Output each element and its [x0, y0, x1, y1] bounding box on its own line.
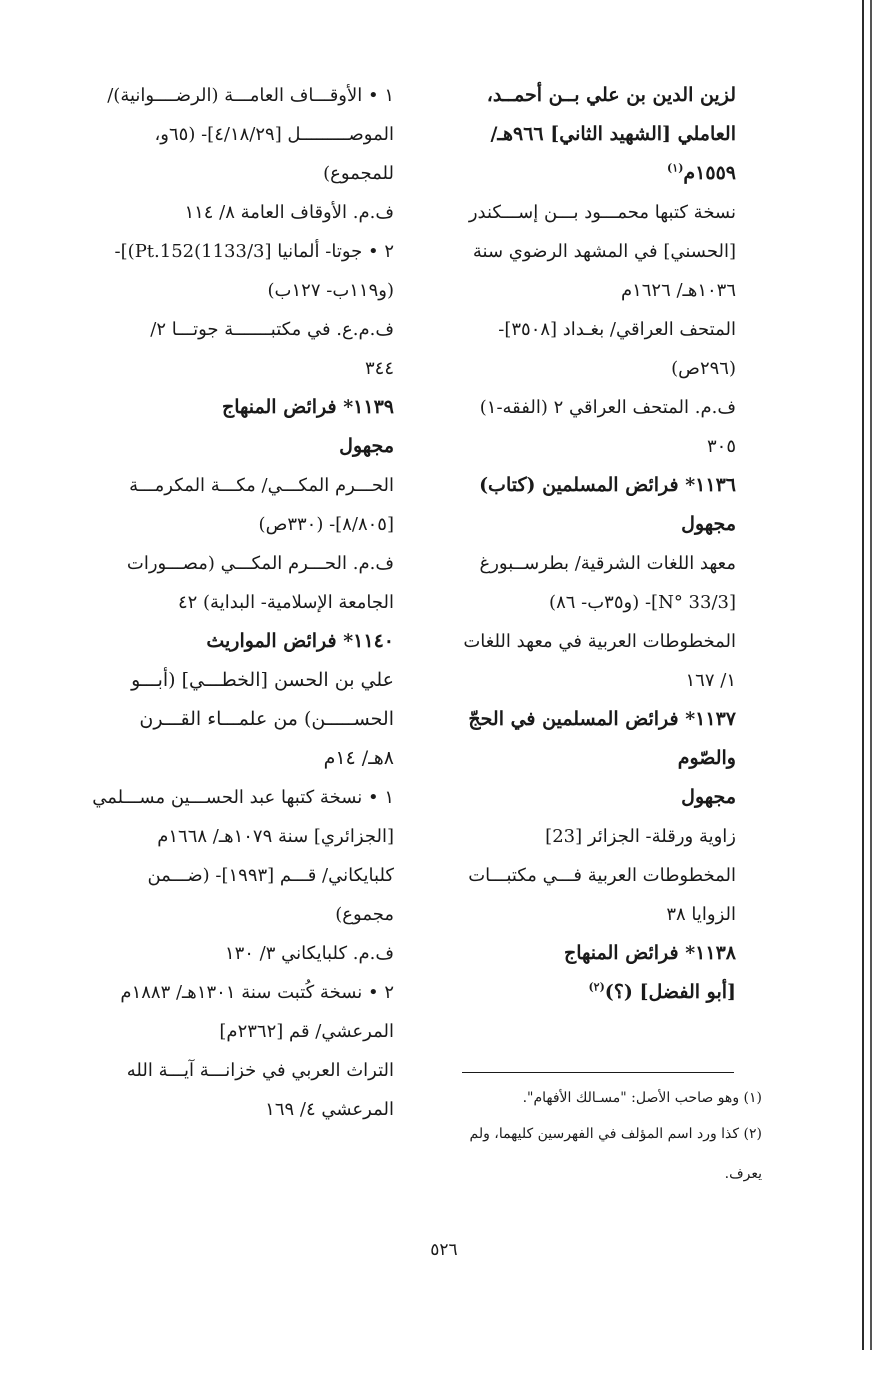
right-column-line: [الحسني] في المشهد الرضوي سنة: [472, 241, 736, 262]
scan-edge-line-2: [870, 0, 872, 1350]
right-column-line: زاوية ورقلة- الجزائر [23]: [545, 826, 736, 847]
left-column-line: ف.م. الحـــرم المكـــي (مصـــورات: [126, 553, 394, 574]
footnote-2-cont: يعرف.: [724, 1166, 762, 1182]
left-column-line: ٢ • جوتا- ألمانيا [1133/3)Pt.152)]-: [114, 241, 394, 262]
right-column-line: الزوايا ٣٨: [666, 904, 736, 925]
left-column-line: مجهول: [339, 435, 394, 457]
footnote-1: (١) وهو صاحب الأصل: "مسـالك الأفهام".: [522, 1090, 762, 1106]
left-column-line: ١ • نسخة كتبها عبد الحســـين مســـلمي: [92, 787, 394, 808]
right-column-line: مجهول: [681, 513, 736, 535]
left-column-line: ٨هـ/ ١٤م: [323, 747, 394, 769]
left-column-line: علي بن الحسن [الخطـــي] (أبـــو: [131, 669, 394, 691]
right-column-line: والصّوم: [677, 747, 736, 769]
left-column-line: كلبايكاني/ قـــم [١٩٩٣]- (ضـــمن: [147, 865, 394, 886]
left-column-line: ١١٤٠* فرائض المواريث: [206, 630, 394, 652]
right-column-line: المتحف العراقي/ بغـداد [٣٥٠٨]-: [498, 319, 736, 340]
right-column-line: ف.م. المتحف العراقي ٢ (الفقه-١): [479, 397, 736, 418]
right-column-line: ١٥٥٩م$^{(١)}$: [667, 161, 736, 184]
footnote-ref: (٢): [588, 980, 605, 994]
footnote-2: (٢) كذا ورد اسم المؤلف في الفهرسين كليهما، ولم: [469, 1126, 762, 1142]
right-column-line: العاملي [الشهيد الثاني] ٩٦٦هـ/: [490, 123, 736, 145]
page-number: ٥٢٦: [430, 1240, 458, 1260]
right-column-line: [أبو الفضل] (؟)$^{(٢)}$: [588, 980, 736, 1003]
right-column-line: ١١٣٨* فرائض المنهاج: [563, 942, 736, 964]
right-column-line: ٣٠٥: [706, 436, 736, 457]
left-column-line: المرعشي/ قم [٢٣٦٢م]: [219, 1021, 394, 1042]
left-column-line: الحســـــن) من علمـــاء القـــرن: [139, 708, 394, 730]
left-column-line: مجموع): [335, 904, 394, 925]
left-column-line: ٣٤٤: [364, 358, 394, 379]
right-column-line: معهد اللغات الشرقية/ بطرســبورغ: [479, 553, 736, 574]
right-column-line: ١٠٣٦هـ/ ١٦٢٦م: [620, 280, 736, 301]
right-column-line: نسخة كتبها محمـــود بـــن إســـكندر: [468, 202, 736, 223]
right-column-line: [N° 33/3]- (و٣٥ب- ٨٦): [549, 592, 736, 613]
right-column-line: ١/ ١٦٧: [685, 670, 736, 691]
right-column-line: ١١٣٦* فرائض المسلمين (كتاب): [479, 474, 736, 496]
left-column-line: ف.م. كلبايكاني ٣/ ١٣٠: [224, 943, 394, 964]
right-column-line: مجهول: [681, 786, 736, 808]
footnote-ref: (١): [667, 161, 684, 175]
left-column-line: المرعشي ٤/ ١٦٩: [265, 1099, 394, 1120]
left-column-line: الموصـــــــــل [٤/١٨/٢٩]- (٦٥و،: [154, 124, 394, 145]
right-column-line: المخطوطات العربية فـــي مكتبـــات: [468, 865, 736, 886]
right-column-line: (٢٩٦ص): [671, 358, 736, 379]
right-column-line: ١١٣٧* فرائض المسلمين في الحجّ: [468, 708, 736, 730]
left-column-line: ف.م.ع. في مكتبـــــــة جوتـــا ٢/: [150, 319, 394, 340]
left-column-line: الحـــرم المكـــي/ مكـــة المكرمـــة: [129, 475, 394, 496]
scan-edge-line: [862, 0, 864, 1350]
left-column-line: ١١٣٩* فرائض المنهاج: [221, 396, 394, 418]
left-column-line: [٨/٨٠٥]- (٣٣٠ص): [258, 514, 394, 535]
right-column-line: المخطوطات العربية في معهد اللغات: [463, 631, 736, 652]
left-column-line: الجامعة الإسلامية- البداية) ٤٢: [177, 592, 394, 613]
footnote-separator: [462, 1072, 734, 1073]
left-column-line: للمجموع): [323, 163, 394, 184]
right-column-line: لزين الدين بن علي بــن أحمــد،: [486, 84, 736, 106]
left-column-line: ٢ • نسخة كُتبت سنة ١٣٠١هـ/ ١٨٨٣م: [120, 982, 394, 1003]
left-column-line: (و١١٩ب- ١٢٧ب): [267, 280, 394, 301]
left-column-line: ١ • الأوقـــاف العامـــة (الرضــــوانية)/: [107, 85, 394, 106]
left-column-line: التراث العربي في خزانـــة آيـــة الله: [126, 1060, 394, 1081]
right-column: [436, 76, 736, 1012]
left-column: [44, 76, 394, 1129]
left-column-line: ف.م. الأوقاف العامة ٨/ ١١٤: [184, 202, 394, 223]
left-column-line: [الجزائري] سنة ١٠٧٩هـ/ ١٦٦٨م: [157, 826, 394, 847]
